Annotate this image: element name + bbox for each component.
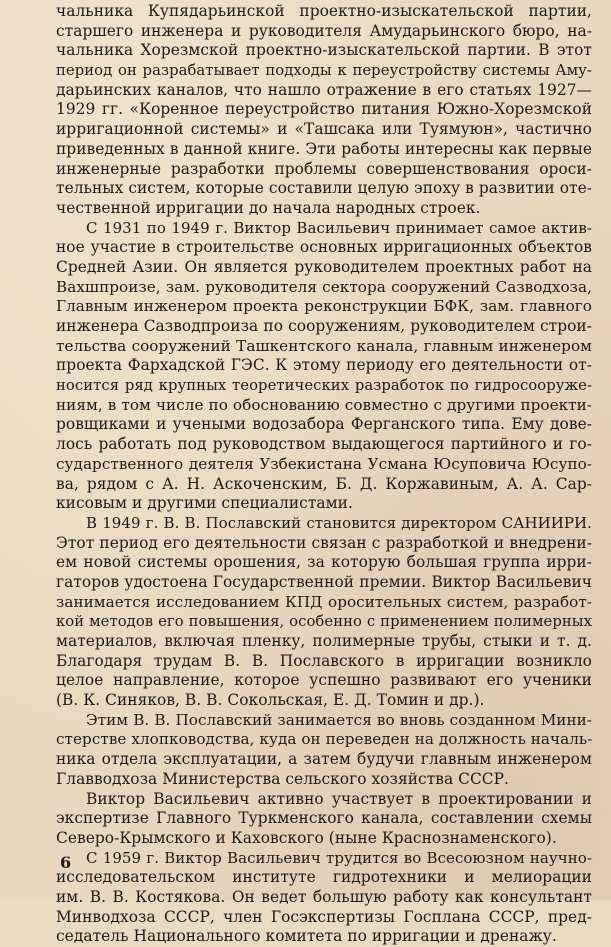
- text-line: чальника Хорезмской проектно-изыскательской партии. В этот: [56, 41, 592, 60]
- body-text: [56, 2, 592, 947]
- text-line: Минводхоза СССР, член Госэкспертизы Госплана СССР, пред-: [56, 907, 592, 926]
- text-line: ниям, в том числе по обоснованию совместно с другими проекти-: [56, 395, 592, 414]
- text-line: ва, рядом с А. Н. Аскоченским, Б. Д. Коржавиным, А. А. Сар-: [56, 474, 592, 493]
- paragraph: [56, 790, 592, 849]
- paragraph: [56, 711, 592, 790]
- text-line: носится ряд крупных теоретических разработок по гидросооруже-: [56, 377, 592, 395]
- text-line: Вахшпроизе, зам. руководителя сектора сооружений Сазводхоза,: [56, 277, 592, 296]
- text-line: чальника Купядарьинской проектно-изыскательской партии,: [56, 2, 592, 20]
- text-line: старшего инженера и руководителя Амударьинского бюро, на-: [56, 21, 592, 40]
- text-line: 1929 гг. «Коренное переустройство питания Южно-Хорезмской: [56, 100, 592, 119]
- text-line: ирригационной системы» и «Ташсака или Туямуюн», частично: [56, 120, 592, 139]
- text-line: целое направление, которое успешно развивают его ученики: [56, 671, 592, 690]
- text-line: гаторов удостоена Государственной премии. Виктор Васильевич: [56, 572, 592, 591]
- text-line: Этот период его деятельности связан с разработкой и внедрени-: [56, 533, 592, 552]
- text-line: С 1931 по 1949 г. Виктор Васильевич принимает самое актив-: [86, 218, 592, 237]
- text-line: В 1949 г. В. В. Пославский становится директором САНИИРИ.: [86, 513, 592, 532]
- text-line: дарьинских каналов, что нашло отражение в его статьях 1927—: [56, 80, 592, 99]
- text-line: экспертизе Главного Туркменского канала, составлении схемы: [56, 809, 592, 828]
- text-line: ное участие в строительстве основных ирригационных объектов: [56, 238, 592, 257]
- text-line: стерстве хлопководства, куда он переведен на должность началь-: [56, 730, 593, 749]
- text-line: занимается исследованием КПД оросительных систем, разработ-: [56, 592, 592, 611]
- paragraph: [56, 514, 592, 711]
- text-line: ника отдела эксплуатации, а затем будучи главным инженером: [56, 750, 592, 769]
- page-number: 6: [60, 853, 72, 872]
- text-line: Средней Азии. Он является руководителем проектных работ на: [56, 257, 592, 276]
- text-line: ровщиками и учеными водозабора Ферганского типа. Ему дове-: [56, 415, 592, 434]
- text-line: исследовательском институте гидротехники и мелиорации: [56, 868, 592, 887]
- text-line: инженерные разработки проблемы совершенствования ороси-: [56, 159, 592, 178]
- text-line: Виктор Васильевич активно участвует в проектировании и: [86, 789, 592, 808]
- text-line: лось работать под руководством выдающегося партийного и го-: [56, 435, 592, 454]
- text-line: материалов, включая пленку, полимерные трубы, стыки и т. д.: [56, 632, 592, 650]
- text-line: проекта Фархадской ГЭС. К этому периоду его деятельности от-: [56, 356, 592, 375]
- text-line: Этим В. В. Пославский занимается во вновь созданном Мини-: [86, 710, 592, 729]
- text-line: тельных систем, которые составили целую эпоху в развитии оте-: [56, 179, 592, 198]
- text-line: Северо-Крымского и Каховского (ныне Краснознаменского).: [56, 828, 557, 847]
- text-line: (В. К. Синяков, В. В. Сокольская, Е. Д. Томин и др.).: [56, 691, 485, 710]
- text-line: Благодаря трудам В. В. Пославского в ирригации возникло: [56, 651, 592, 670]
- text-line: им. В. В. Костякова. Он ведет большую работу как консультант: [56, 887, 592, 906]
- text-line: ем новой системы орошения, за которую большая группа ирри-: [56, 553, 592, 572]
- text-line: кисовым и другими специалистами.: [56, 494, 353, 513]
- text-line: период он разрабатывает подходы к переустройству системы Аму-: [56, 62, 592, 80]
- paragraph: [56, 219, 592, 514]
- paragraph: [56, 2, 592, 219]
- text-line: С 1959 г. Виктор Васильевич трудится во Всесоюзном научно-: [86, 848, 592, 867]
- text-line: Главным инженером проекта реконструкции БФК, зам. главного: [56, 297, 592, 316]
- text-line: приведенных в данной книге. Эти работы интересны как первые: [56, 139, 592, 158]
- paragraph: [56, 849, 592, 947]
- text-line: седатель Национального комитета по ирригации и дренажу.: [56, 927, 557, 946]
- text-line: сударственного деятеля Узбекистана Усмана Юсуповича Юсупо-: [56, 454, 592, 473]
- text-line: инженера Сазводпроиза по сооружениям, руководителем строи-: [56, 317, 592, 335]
- text-line: тельства сооружений Ташкентского канала, главным инженером: [56, 336, 592, 355]
- text-line: чественной ирригации до начала народных строек.: [56, 198, 481, 217]
- text-line: кой методов его повышения, особенно с применением полимерных: [56, 613, 592, 631]
- text-line: Главводхоза Министерства сельского хозяйства СССР.: [56, 769, 509, 788]
